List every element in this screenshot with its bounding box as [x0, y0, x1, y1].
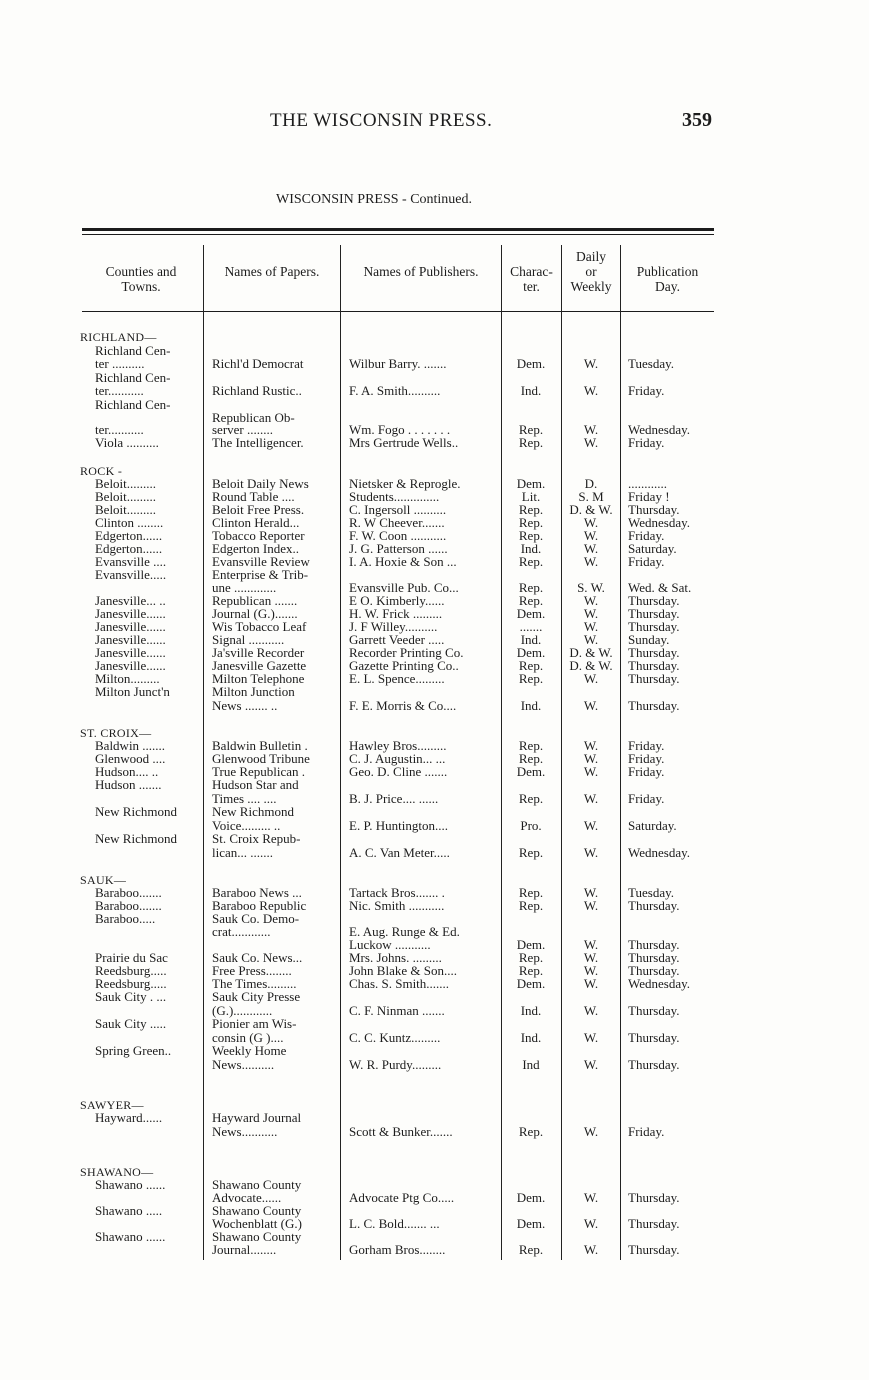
table-row [0, 990, 869, 1004]
cell-character: Rep. [518, 435, 544, 450]
cell-paper-name: Times .... .... [212, 791, 277, 806]
cell-town: RICHLAND— [80, 330, 157, 344]
cell-town: ter........... [95, 422, 144, 437]
cell-town: Prairie du Sac [95, 950, 168, 965]
cell-daily-weekly: W. [583, 751, 599, 766]
cell-publisher: Geo. D. Cline ....... [349, 764, 448, 779]
cell-publisher: Gorham Bros........ [349, 1242, 446, 1257]
cell-publication-day: Thursday. [628, 1190, 680, 1205]
cell-daily-weekly: W. [583, 383, 599, 398]
cell-town: ter .......... [95, 356, 145, 371]
cell-character: Ind. [520, 383, 542, 398]
cell-publisher: E. L. Spence......... [349, 671, 445, 686]
cell-publication-day: Friday. [628, 738, 665, 753]
table-row [0, 384, 869, 398]
table-row [0, 1111, 869, 1125]
cell-character: Ind. [520, 541, 542, 556]
cell-daily-weekly: D. & W. [569, 645, 613, 660]
cell-daily-weekly: W. [583, 593, 599, 608]
cell-publication-day: Friday. [628, 554, 665, 569]
cell-character: Rep. [518, 422, 544, 437]
cell-daily-weekly: W. [583, 1242, 599, 1257]
cell-publication-day: Saturday. [628, 541, 677, 556]
cell-publisher: John Blake & Son.... [349, 963, 457, 978]
table-row [0, 1058, 869, 1072]
cell-paper-name: St. Croix Repub- [212, 831, 301, 846]
cell-publisher: F. A. Smith.......... [349, 383, 441, 398]
table-row [0, 805, 869, 819]
cell-daily-weekly: W. [583, 898, 599, 913]
cell-daily-weekly: W. [583, 1124, 599, 1139]
cell-town: Beloit......... [95, 476, 157, 491]
cell-publisher: Hawley Bros......... [349, 738, 447, 753]
cell-paper-name: True Republican . [212, 764, 306, 779]
cell-daily-weekly: W. [583, 1003, 599, 1018]
cell-paper-name: server ........ [212, 422, 274, 437]
cell-character: Dem. [516, 356, 546, 371]
cell-character: Dem. [516, 645, 546, 660]
table-row [0, 925, 869, 939]
cell-paper-name: Shawano County [212, 1203, 302, 1218]
cell-character: Dem. [516, 476, 546, 491]
cell-town: Spring Green.. [95, 1043, 172, 1058]
cell-paper-name: News ....... .. [212, 698, 278, 713]
cell-character: Rep. [518, 791, 544, 806]
cell-paper-name: The Intelligencer. [212, 435, 304, 450]
cell-daily-weekly: W. [583, 963, 599, 978]
cell-town: ter........... [95, 383, 144, 398]
cell-publisher: Wm. Fogo . . . . . . . [349, 422, 451, 437]
cell-daily-weekly: D. [584, 476, 598, 491]
cell-paper-name: Free Press........ [212, 963, 292, 978]
cell-publisher: E. Aug. Runge & Ed. [349, 924, 460, 939]
column-header-counties: Counties and Towns. [105, 264, 177, 294]
cell-town: SHAWANO— [80, 1165, 154, 1179]
cell-character: ....... [519, 619, 543, 634]
cell-publication-day: Thursday. [628, 1003, 680, 1018]
cell-daily-weekly: W. [583, 1216, 599, 1231]
cell-daily-weekly: D. & W. [569, 502, 613, 517]
table-row [0, 436, 869, 450]
cell-character: Rep. [518, 671, 544, 686]
cell-paper-name: Clinton Herald... [212, 515, 300, 530]
cell-publisher: C. Ingersoll .......... [349, 502, 447, 517]
cell-character: Rep. [518, 515, 544, 530]
cell-paper-name: Beloit Free Press. [212, 502, 305, 517]
table-row [0, 1017, 869, 1031]
cell-daily-weekly: W. [583, 619, 599, 634]
cell-town: Sauk City . ... [95, 989, 167, 1004]
cell-publication-day: Thursday. [628, 950, 680, 965]
cell-town: Baldwin ....... [95, 738, 166, 753]
cell-publisher: F. E. Morris & Co.... [349, 698, 457, 713]
cell-paper-name: Richland Rustic.. [212, 383, 302, 398]
cell-paper-name: News........... [212, 1124, 278, 1139]
table-row [0, 1044, 869, 1058]
cell-daily-weekly: W. [583, 976, 599, 991]
cell-town: Richland Cen- [95, 343, 171, 358]
column-header-papers: Names of Papers. [224, 264, 320, 279]
cell-publisher: I. A. Hoxie & Son ... [349, 554, 457, 569]
cell-publication-day: Friday. [628, 751, 665, 766]
cell-paper-name: Evansville Review [212, 554, 310, 569]
cell-paper-name: Glenwood Tribune [212, 751, 310, 766]
cell-daily-weekly: W. [583, 764, 599, 779]
cell-daily-weekly: W. [583, 422, 599, 437]
cell-town: Glenwood .... [95, 751, 166, 766]
cell-daily-weekly: W. [583, 1190, 599, 1205]
table-row [0, 1243, 869, 1257]
cell-publisher: Mrs. Johns. ......... [349, 950, 442, 965]
cell-publication-day: Friday. [628, 383, 665, 398]
cell-town: ROCK - [80, 464, 123, 478]
cell-daily-weekly: W. [583, 435, 599, 450]
cell-publication-day: Thursday. [628, 502, 680, 517]
cell-character: Rep. [518, 738, 544, 753]
cell-town: Viola .......... [95, 435, 159, 450]
cell-paper-name: Weekly Home [212, 1043, 287, 1058]
cell-paper-name: une ............. [212, 580, 277, 595]
cell-publisher: F. W. Coon ........... [349, 528, 447, 543]
cell-paper-name: Enterprise & Trib- [212, 567, 309, 582]
cell-town: SAWYER— [80, 1098, 144, 1112]
cell-character: Dem. [516, 937, 546, 952]
cell-town: Hayward...... [95, 1110, 163, 1125]
cell-character: Rep. [518, 528, 544, 543]
cell-paper-name: The Times......... [212, 976, 297, 991]
cell-publisher: Tartack Bros....... . [349, 885, 445, 900]
cell-character: Rep. [518, 845, 544, 860]
cell-publication-day: Thursday. [628, 698, 680, 713]
cell-paper-name: Advocate...... [212, 1190, 282, 1205]
cell-character: Lit. [521, 489, 541, 504]
cell-paper-name: Baldwin Bulletin . [212, 738, 308, 753]
cell-daily-weekly: W. [583, 845, 599, 860]
table-row [0, 685, 869, 699]
cell-daily-weekly: W. [583, 791, 599, 806]
cell-character: Rep. [518, 658, 544, 673]
cell-character: Ind. [520, 698, 542, 713]
table-row [0, 1125, 869, 1139]
cell-town: Baraboo..... [95, 911, 156, 926]
cell-paper-name: Tobacco Reporter [212, 528, 305, 543]
cell-paper-name: Republican Ob- [212, 410, 295, 425]
cell-town: Janesville...... [95, 658, 166, 673]
cell-publication-day: Friday. [628, 791, 665, 806]
cell-publication-day: Thursday. [628, 658, 680, 673]
cell-character: Rep. [518, 950, 544, 965]
cell-publication-day: ............ [628, 476, 667, 491]
column-header-daily-weekly: Daily or Weekly [570, 249, 612, 294]
cell-town: Beloit......... [95, 489, 157, 504]
cell-character: Ind. [520, 1030, 542, 1045]
cell-publisher: C. C. Kuntz......... [349, 1030, 441, 1045]
cell-paper-name: Wis Tobacco Leaf [212, 619, 307, 634]
cell-publication-day: Thursday. [628, 1242, 680, 1257]
cell-paper-name: Ja'sville Recorder [212, 645, 305, 660]
cell-publication-day: Wednesday. [628, 515, 691, 530]
cell-character: Dem. [516, 976, 546, 991]
cell-town: Hudson ....... [95, 777, 162, 792]
cell-character: Dem. [516, 764, 546, 779]
cell-town: Milton......... [95, 671, 160, 686]
cell-paper-name: Republican ....... [212, 593, 298, 608]
cell-town: Beloit......... [95, 502, 157, 517]
cell-publication-day: Wednesday. [628, 845, 691, 860]
cell-daily-weekly: S. M [578, 489, 604, 504]
cell-paper-name: News.......... [212, 1057, 275, 1072]
cell-town: Janesville...... [95, 645, 166, 660]
cell-daily-weekly: W. [583, 606, 599, 621]
cell-paper-name: Sauk City Presse [212, 989, 301, 1004]
cell-publication-day: Thursday. [628, 671, 680, 686]
cell-daily-weekly: W. [583, 528, 599, 543]
cell-publisher: Students.............. [349, 489, 440, 504]
cell-publication-day: Thursday. [628, 1057, 680, 1072]
column-header-publication-day: Publication Day. [636, 264, 699, 294]
cell-paper-name: Baraboo News ... [212, 885, 302, 900]
cell-publisher: C. J. Augustin... ... [349, 751, 446, 766]
cell-paper-name: Milton Telephone [212, 671, 305, 686]
cell-paper-name: Sauk Co. Demo- [212, 911, 300, 926]
cell-publisher: Advocate Ptg Co..... [349, 1190, 455, 1205]
cell-publication-day: Wednesday. [628, 976, 691, 991]
cell-character: Rep. [518, 580, 544, 595]
cell-publisher: Recorder Printing Co. [349, 645, 464, 660]
cell-paper-name: Janesville Gazette [212, 658, 307, 673]
cell-publication-day: Friday. [628, 528, 665, 543]
cell-paper-name: Shawano County [212, 1229, 302, 1244]
cell-town: ST. CROIX— [80, 726, 152, 740]
cell-character: Rep. [518, 885, 544, 900]
cell-publication-day: Thursday. [628, 606, 680, 621]
cell-daily-weekly: D. & W. [569, 658, 613, 673]
cell-publisher: Scott & Bunker....... [349, 1124, 453, 1139]
cell-character: Rep. [518, 1242, 544, 1257]
cell-paper-name: New Richmond [212, 804, 294, 819]
column-header-character: Charac- ter. [510, 264, 553, 294]
cell-daily-weekly: S. W. [577, 580, 605, 595]
cell-publisher: L. C. Bold....... ... [349, 1216, 440, 1231]
cell-character: Ind [522, 1057, 540, 1072]
cell-character: Ind. [520, 632, 542, 647]
cell-paper-name: Milton Junction [212, 684, 295, 699]
cell-daily-weekly: W. [583, 1030, 599, 1045]
cell-publication-day: Thursday. [628, 619, 680, 634]
cell-publication-day: Thursday. [628, 963, 680, 978]
cell-town: Shawano ...... [95, 1177, 166, 1192]
cell-paper-name: Pionier am Wis- [212, 1016, 297, 1031]
cell-town: New Richmond [95, 804, 177, 819]
table-row [0, 778, 869, 792]
cell-publisher: Wilbur Barry. ....... [349, 356, 447, 371]
cell-publication-day: Friday. [628, 764, 665, 779]
cell-town: Janesville...... [95, 619, 166, 634]
cell-paper-name: Round Table .... [212, 489, 295, 504]
cell-town: Reedsburg..... [95, 976, 167, 991]
cell-daily-weekly: W. [583, 515, 599, 530]
top-rule-thick [82, 228, 714, 231]
cell-publisher: B. J. Price.... ...... [349, 791, 439, 806]
cell-publisher: E O. Kimberly...... [349, 593, 445, 608]
cell-character: Rep. [518, 963, 544, 978]
cell-publisher: Nietsker & Reprogle. [349, 476, 461, 491]
cell-publication-day: Saturday. [628, 818, 677, 833]
cell-town: Richland Cen- [95, 370, 171, 385]
page-header-title: THE WISCONSIN PRESS. [270, 110, 493, 131]
cell-publication-day: Thursday. [628, 645, 680, 660]
cell-publication-day: Thursday. [628, 937, 680, 952]
cell-publication-day: Wednesday. [628, 422, 691, 437]
cell-paper-name: Sauk Co. News... [212, 950, 303, 965]
cell-publisher: J. G. Patterson ...... [349, 541, 448, 556]
cell-paper-name: Baraboo Republic [212, 898, 307, 913]
cell-town: Edgerton...... [95, 528, 163, 543]
cell-publisher: C. F. Ninman ....... [349, 1003, 445, 1018]
cell-publisher: Evansville Pub. Co... [349, 580, 459, 595]
cell-publication-day: Thursday. [628, 1216, 680, 1231]
table-subtitle: WISCONSIN PRESS - Continued. [276, 192, 473, 207]
cell-publication-day: Wed. & Sat. [628, 580, 692, 595]
cell-publisher: Garrett Veeder ..... [349, 632, 445, 647]
cell-town: Shawano ..... [95, 1203, 163, 1218]
cell-daily-weekly: W. [583, 671, 599, 686]
column-header-publishers: Names of Publishers. [363, 264, 479, 279]
cell-publisher: Nic. Smith ........... [349, 898, 445, 913]
top-rule-thin [82, 234, 714, 235]
table-row [0, 699, 869, 713]
cell-character: Rep. [518, 554, 544, 569]
cell-paper-name: Voice......... .. [212, 818, 281, 833]
cell-publisher: Mrs Gertrude Wells.. [349, 435, 459, 450]
cell-town: Milton Junct'n [95, 684, 170, 699]
cell-character: Rep. [518, 898, 544, 913]
cell-town: Janesville... .. [95, 593, 166, 608]
cell-daily-weekly: W. [583, 554, 599, 569]
cell-publisher: H. W. Frick ......... [349, 606, 443, 621]
cell-paper-name: Hayward Journal [212, 1110, 302, 1125]
cell-publication-day: Tuesday. [628, 885, 674, 900]
cell-daily-weekly: W. [583, 738, 599, 753]
cell-daily-weekly: W. [583, 937, 599, 952]
cell-publisher: Gazette Printing Co.. [349, 658, 459, 673]
cell-daily-weekly: W. [583, 356, 599, 371]
cell-publisher: J. F Willey.......... [349, 619, 438, 634]
cell-town: Sauk City ..... [95, 1016, 167, 1031]
cell-character: Dem. [516, 1216, 546, 1231]
cell-publisher: Luckow ........... [349, 937, 431, 952]
cell-town: Janesville...... [95, 606, 166, 621]
cell-daily-weekly: W. [583, 950, 599, 965]
cell-character: Rep. [518, 1124, 544, 1139]
cell-town: Hudson.... .. [95, 764, 159, 779]
table-row [0, 357, 869, 371]
cell-character: Pro. [520, 818, 542, 833]
cell-paper-name: lican... ....... [212, 845, 274, 860]
cell-town: SAUK— [80, 873, 127, 887]
cell-paper-name: Signal ........... [212, 632, 285, 647]
cell-paper-name: (G.)............ [212, 1003, 273, 1018]
cell-publication-day: Thursday. [628, 898, 680, 913]
cell-paper-name: Wochenblatt (G.) [212, 1216, 302, 1231]
county-section-row [0, 330, 869, 344]
cell-publisher: E. P. Huntington.... [349, 818, 448, 833]
cell-town: Richland Cen- [95, 397, 171, 412]
cell-character: Rep. [518, 751, 544, 766]
cell-paper-name: Journal........ [212, 1242, 277, 1257]
cell-paper-name: Journal (G.)....... [212, 606, 298, 621]
cell-daily-weekly: W. [583, 1057, 599, 1072]
cell-town: Baraboo....... [95, 898, 162, 913]
cell-town: New Richmond [95, 831, 177, 846]
table-row [0, 398, 869, 412]
cell-paper-name: Hudson Star and [212, 777, 299, 792]
cell-publication-day: Thursday. [628, 593, 680, 608]
cell-publication-day: Friday. [628, 1124, 665, 1139]
cell-publisher: W. R. Purdy......... [349, 1057, 442, 1072]
table-row [0, 846, 869, 860]
cell-paper-name: crat............ [212, 924, 271, 939]
cell-town: Baraboo....... [95, 885, 162, 900]
cell-paper-name: Richl'd Democrat [212, 356, 304, 371]
cell-character: Dem. [516, 606, 546, 621]
cell-character: Ind. [520, 1003, 542, 1018]
cell-town: Reedsburg..... [95, 963, 167, 978]
cell-character: Dem. [516, 1190, 546, 1205]
page-number: 359 [682, 109, 712, 131]
cell-publisher: Chas. S. Smith....... [349, 976, 450, 991]
cell-daily-weekly: W. [583, 885, 599, 900]
cell-publication-day: Friday ! [628, 489, 670, 504]
cell-publication-day: Friday. [628, 435, 665, 450]
cell-publisher: R. W Cheever....... [349, 515, 445, 530]
cell-paper-name: Shawano County [212, 1177, 302, 1192]
cell-daily-weekly: W. [583, 698, 599, 713]
cell-town: Shawano ...... [95, 1229, 166, 1244]
cell-paper-name: consin (G ).... [212, 1030, 284, 1045]
cell-paper-name: Edgerton Index.. [212, 541, 300, 556]
cell-town: Edgerton...... [95, 541, 163, 556]
cell-daily-weekly: W. [583, 818, 599, 833]
cell-town: Clinton ........ [95, 515, 164, 530]
cell-daily-weekly: W. [583, 541, 599, 556]
cell-paper-name: Beloit Daily News [212, 476, 309, 491]
table-row [0, 832, 869, 846]
cell-publisher: A. C. Van Meter..... [349, 845, 450, 860]
cell-daily-weekly: W. [583, 632, 599, 647]
cell-publication-day: Thursday. [628, 1030, 680, 1045]
cell-publication-day: Sunday. [628, 632, 670, 647]
cell-character: Rep. [518, 593, 544, 608]
cell-publication-day: Tuesday. [628, 356, 674, 371]
cell-town: Evansville .... [95, 554, 167, 569]
cell-town: Evansville..... [95, 567, 167, 582]
cell-town: Janesville...... [95, 632, 166, 647]
cell-character: Rep. [518, 502, 544, 517]
